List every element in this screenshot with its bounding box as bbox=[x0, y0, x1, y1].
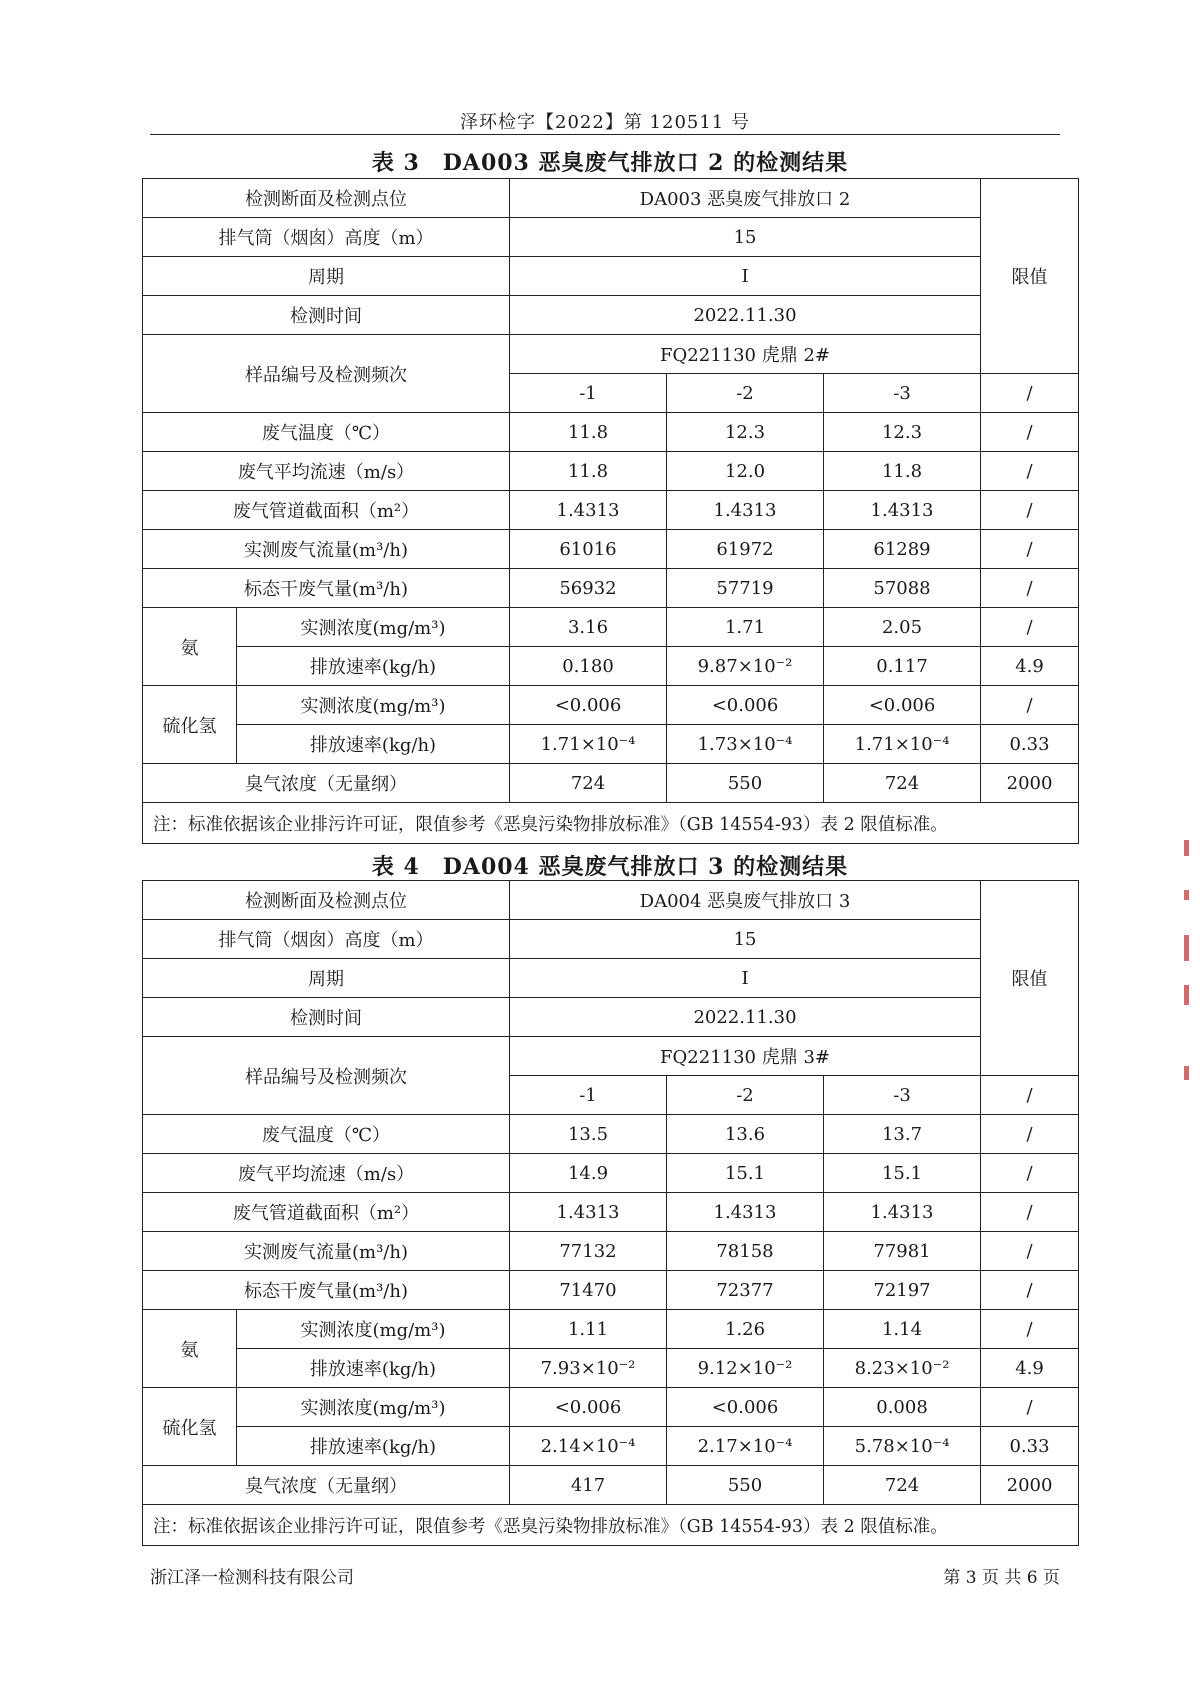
test-time-value: 2022.11.30 bbox=[510, 998, 981, 1037]
table-row bbox=[143, 413, 1079, 452]
freq-cell: -2 bbox=[667, 1076, 824, 1115]
row-label: 排放速率(kg/h) bbox=[237, 725, 510, 764]
freq-cell: -2 bbox=[667, 374, 824, 413]
table-row bbox=[143, 1427, 1079, 1466]
value-cell: 0.180 bbox=[510, 647, 667, 686]
limit-cell: / bbox=[981, 530, 1079, 569]
table-note: 注：标准依据该企业排污许可证，限值参考《恶臭污染物排放标准》（GB 14554-93）表 2 限值标准。 bbox=[143, 1505, 1079, 1546]
value-cell: 1.26 bbox=[667, 1310, 824, 1349]
value-cell: 1.4313 bbox=[667, 1193, 824, 1232]
value-cell: 1.4313 bbox=[824, 491, 981, 530]
value-cell: 9.87×10⁻² bbox=[667, 647, 824, 686]
value-cell: 724 bbox=[510, 764, 667, 803]
table-row bbox=[143, 179, 1079, 218]
pollutant-name: 硫化氢 bbox=[143, 1388, 237, 1466]
value-cell: 0.117 bbox=[824, 647, 981, 686]
row-label: 标态干废气量(m³/h) bbox=[143, 1271, 510, 1310]
sample-label: 样品编号及检测频次 bbox=[143, 1037, 510, 1115]
value-cell: 9.12×10⁻² bbox=[667, 1349, 824, 1388]
table3-title: 表 3 DA003 恶臭废气排放口 2 的检测结果 bbox=[371, 150, 849, 176]
table-row bbox=[143, 1193, 1079, 1232]
row-label: 实测废气流量(m³/h) bbox=[143, 1232, 510, 1271]
table-row bbox=[143, 647, 1079, 686]
value-cell: 1.4313 bbox=[510, 491, 667, 530]
value-cell: 57088 bbox=[824, 569, 981, 608]
value-cell: 11.8 bbox=[510, 413, 667, 452]
table-row bbox=[143, 1037, 1079, 1076]
limit-cell: / bbox=[981, 608, 1079, 647]
freq-cell: -3 bbox=[824, 374, 981, 413]
value-cell: 1.4313 bbox=[824, 1193, 981, 1232]
value-cell: 550 bbox=[667, 764, 824, 803]
limit-cell: / bbox=[981, 1310, 1079, 1349]
stack-height-label: 排气筒（烟囱）高度（m） bbox=[143, 920, 510, 959]
table-row bbox=[143, 608, 1079, 647]
table-row bbox=[143, 764, 1079, 803]
sample-label: 样品编号及检测频次 bbox=[143, 335, 510, 413]
row-label: 臭气浓度（无量纲） bbox=[143, 1466, 510, 1505]
row-label: 实测浓度(mg/m³) bbox=[237, 686, 510, 725]
limit-cell: / bbox=[981, 1271, 1079, 1310]
sample-id: FQ221130 虎鼎 3# bbox=[510, 1037, 981, 1076]
table-row bbox=[143, 335, 1079, 374]
period-label: 周期 bbox=[143, 257, 510, 296]
value-cell: 12.3 bbox=[667, 413, 824, 452]
limit-cell: / bbox=[981, 452, 1079, 491]
value-cell: 417 bbox=[510, 1466, 667, 1505]
limit-header: 限值 bbox=[981, 179, 1079, 374]
table-row bbox=[143, 1154, 1079, 1193]
limit-cell: 4.9 bbox=[981, 1349, 1079, 1388]
table-row bbox=[143, 998, 1079, 1037]
value-cell: 56932 bbox=[510, 569, 667, 608]
table-row bbox=[143, 218, 1079, 257]
value-cell: 61289 bbox=[824, 530, 981, 569]
table3-results bbox=[142, 178, 1079, 844]
pollutant-name: 硫化氢 bbox=[143, 686, 237, 764]
limit-cell: 2000 bbox=[981, 1466, 1079, 1505]
limit-header: 限值 bbox=[981, 881, 1079, 1076]
value-cell: 11.8 bbox=[510, 452, 667, 491]
value-cell: 724 bbox=[824, 764, 981, 803]
value-cell: 2.14×10⁻⁴ bbox=[510, 1427, 667, 1466]
row-label: 实测浓度(mg/m³) bbox=[237, 1310, 510, 1349]
row-label: 实测浓度(mg/m³) bbox=[237, 1388, 510, 1427]
row-label: 排放速率(kg/h) bbox=[237, 647, 510, 686]
test-time-label: 检测时间 bbox=[143, 998, 510, 1037]
period-value: I bbox=[510, 959, 981, 998]
table-row bbox=[143, 569, 1079, 608]
value-cell: 1.71×10⁻⁴ bbox=[510, 725, 667, 764]
limit-cell: 0.33 bbox=[981, 725, 1079, 764]
header-divider bbox=[150, 134, 1060, 135]
value-cell: 0.008 bbox=[824, 1388, 981, 1427]
seal-fragment bbox=[1184, 840, 1189, 856]
value-cell: 61972 bbox=[667, 530, 824, 569]
value-cell: 550 bbox=[667, 1466, 824, 1505]
seal-fragment bbox=[1184, 935, 1189, 961]
value-cell: 2.17×10⁻⁴ bbox=[667, 1427, 824, 1466]
table-row bbox=[143, 296, 1079, 335]
value-cell: 11.8 bbox=[824, 452, 981, 491]
table-row bbox=[143, 881, 1079, 920]
table-row bbox=[143, 1349, 1079, 1388]
table-row bbox=[143, 530, 1079, 569]
row-label: 废气管道截面积（m²） bbox=[143, 491, 510, 530]
sample-id: FQ221130 虎鼎 2# bbox=[510, 335, 981, 374]
row-label: 臭气浓度（无量纲） bbox=[143, 764, 510, 803]
table-row bbox=[143, 725, 1079, 764]
limit-cell: / bbox=[981, 1193, 1079, 1232]
freq-cell: -1 bbox=[510, 1076, 667, 1115]
table-row bbox=[143, 1115, 1079, 1154]
stack-height-value: 15 bbox=[510, 218, 981, 257]
freq-cell: / bbox=[981, 374, 1079, 413]
value-cell: <0.006 bbox=[510, 1388, 667, 1427]
table-row bbox=[143, 1271, 1079, 1310]
row-label: 废气管道截面积（m²） bbox=[143, 1193, 510, 1232]
value-cell: 12.3 bbox=[824, 413, 981, 452]
limit-cell: 0.33 bbox=[981, 1427, 1079, 1466]
value-cell: 3.16 bbox=[510, 608, 667, 647]
value-cell: 13.5 bbox=[510, 1115, 667, 1154]
limit-cell: / bbox=[981, 1154, 1079, 1193]
table-row bbox=[143, 257, 1079, 296]
value-cell: 78158 bbox=[667, 1232, 824, 1271]
value-cell: 13.7 bbox=[824, 1115, 981, 1154]
value-cell: 57719 bbox=[667, 569, 824, 608]
table-row bbox=[143, 1232, 1079, 1271]
limit-cell: / bbox=[981, 1115, 1079, 1154]
value-cell: 7.93×10⁻² bbox=[510, 1349, 667, 1388]
value-cell: 71470 bbox=[510, 1271, 667, 1310]
value-cell: 77981 bbox=[824, 1232, 981, 1271]
value-cell: <0.006 bbox=[824, 686, 981, 725]
freq-cell: -3 bbox=[824, 1076, 981, 1115]
test-time-label: 检测时间 bbox=[143, 296, 510, 335]
value-cell: 1.14 bbox=[824, 1310, 981, 1349]
table-row bbox=[143, 1310, 1079, 1349]
row-label: 实测废气流量(m³/h) bbox=[143, 530, 510, 569]
freq-cell: / bbox=[981, 1076, 1079, 1115]
value-cell: 15.1 bbox=[667, 1154, 824, 1193]
pollutant-name: 氨 bbox=[143, 1310, 237, 1388]
value-cell: 72197 bbox=[824, 1271, 981, 1310]
period-label: 周期 bbox=[143, 959, 510, 998]
value-cell: 1.4313 bbox=[510, 1193, 667, 1232]
value-cell: 5.78×10⁻⁴ bbox=[824, 1427, 981, 1466]
test-time-value: 2022.11.30 bbox=[510, 296, 981, 335]
row-label: 标态干废气量(m³/h) bbox=[143, 569, 510, 608]
limit-cell: 2000 bbox=[981, 764, 1079, 803]
value-cell: 1.71 bbox=[667, 608, 824, 647]
row-label: 排放速率(kg/h) bbox=[237, 1427, 510, 1466]
table-row bbox=[143, 1388, 1079, 1427]
row-label: 实测浓度(mg/m³) bbox=[237, 608, 510, 647]
table4-title: 表 4 DA004 恶臭废气排放口 3 的检测结果 bbox=[371, 854, 849, 880]
limit-cell: / bbox=[981, 491, 1079, 530]
report-number: 泽环检字【2022】第 120511 号 bbox=[460, 112, 750, 133]
value-cell: 1.4313 bbox=[667, 491, 824, 530]
table-row bbox=[143, 1505, 1079, 1546]
table-row bbox=[143, 1466, 1079, 1505]
value-cell: 1.71×10⁻⁴ bbox=[824, 725, 981, 764]
value-cell: 8.23×10⁻² bbox=[824, 1349, 981, 1388]
table-row bbox=[143, 491, 1079, 530]
limit-cell: / bbox=[981, 413, 1079, 452]
limit-cell: / bbox=[981, 686, 1079, 725]
limit-cell: 4.9 bbox=[981, 647, 1079, 686]
row-label: 排放速率(kg/h) bbox=[237, 1349, 510, 1388]
freq-cell: -1 bbox=[510, 374, 667, 413]
seal-fragment bbox=[1184, 1066, 1189, 1080]
value-cell: 15.1 bbox=[824, 1154, 981, 1193]
table-row bbox=[143, 686, 1079, 725]
table-row bbox=[143, 959, 1079, 998]
value-cell: 72377 bbox=[667, 1271, 824, 1310]
limit-cell: / bbox=[981, 1388, 1079, 1427]
value-cell: 724 bbox=[824, 1466, 981, 1505]
row-label: 废气平均流速（m/s） bbox=[143, 1154, 510, 1193]
value-cell: 14.9 bbox=[510, 1154, 667, 1193]
seal-fragment bbox=[1184, 890, 1189, 900]
section-value: DA003 恶臭废气排放口 2 bbox=[510, 179, 981, 218]
seal-fragment bbox=[1184, 985, 1189, 1005]
row-label: 废气温度（℃） bbox=[143, 413, 510, 452]
pollutant-name: 氨 bbox=[143, 608, 237, 686]
page-number: 第 3 页 共 6 页 bbox=[943, 1568, 1060, 1588]
section-label: 检测断面及检测点位 bbox=[143, 179, 510, 218]
table4-results bbox=[142, 880, 1079, 1546]
value-cell: 1.11 bbox=[510, 1310, 667, 1349]
value-cell: <0.006 bbox=[667, 686, 824, 725]
value-cell: 12.0 bbox=[667, 452, 824, 491]
value-cell: 13.6 bbox=[667, 1115, 824, 1154]
table-row bbox=[143, 803, 1079, 844]
value-cell: <0.006 bbox=[667, 1388, 824, 1427]
value-cell: 1.73×10⁻⁴ bbox=[667, 725, 824, 764]
table-note: 注：标准依据该企业排污许可证，限值参考《恶臭污染物排放标准》（GB 14554-93）表 2 限值标准。 bbox=[143, 803, 1079, 844]
row-label: 废气温度（℃） bbox=[143, 1115, 510, 1154]
section-label: 检测断面及检测点位 bbox=[143, 881, 510, 920]
company-name: 浙江泽一检测科技有限公司 bbox=[150, 1568, 354, 1588]
period-value: I bbox=[510, 257, 981, 296]
value-cell: 2.05 bbox=[824, 608, 981, 647]
limit-cell: / bbox=[981, 569, 1079, 608]
row-label: 废气平均流速（m/s） bbox=[143, 452, 510, 491]
value-cell: 61016 bbox=[510, 530, 667, 569]
stack-height-label: 排气筒（烟囱）高度（m） bbox=[143, 218, 510, 257]
section-value: DA004 恶臭废气排放口 3 bbox=[510, 881, 981, 920]
table-row bbox=[143, 920, 1079, 959]
stack-height-value: 15 bbox=[510, 920, 981, 959]
value-cell: 77132 bbox=[510, 1232, 667, 1271]
table-row bbox=[143, 452, 1079, 491]
limit-cell: / bbox=[981, 1232, 1079, 1271]
value-cell: <0.006 bbox=[510, 686, 667, 725]
